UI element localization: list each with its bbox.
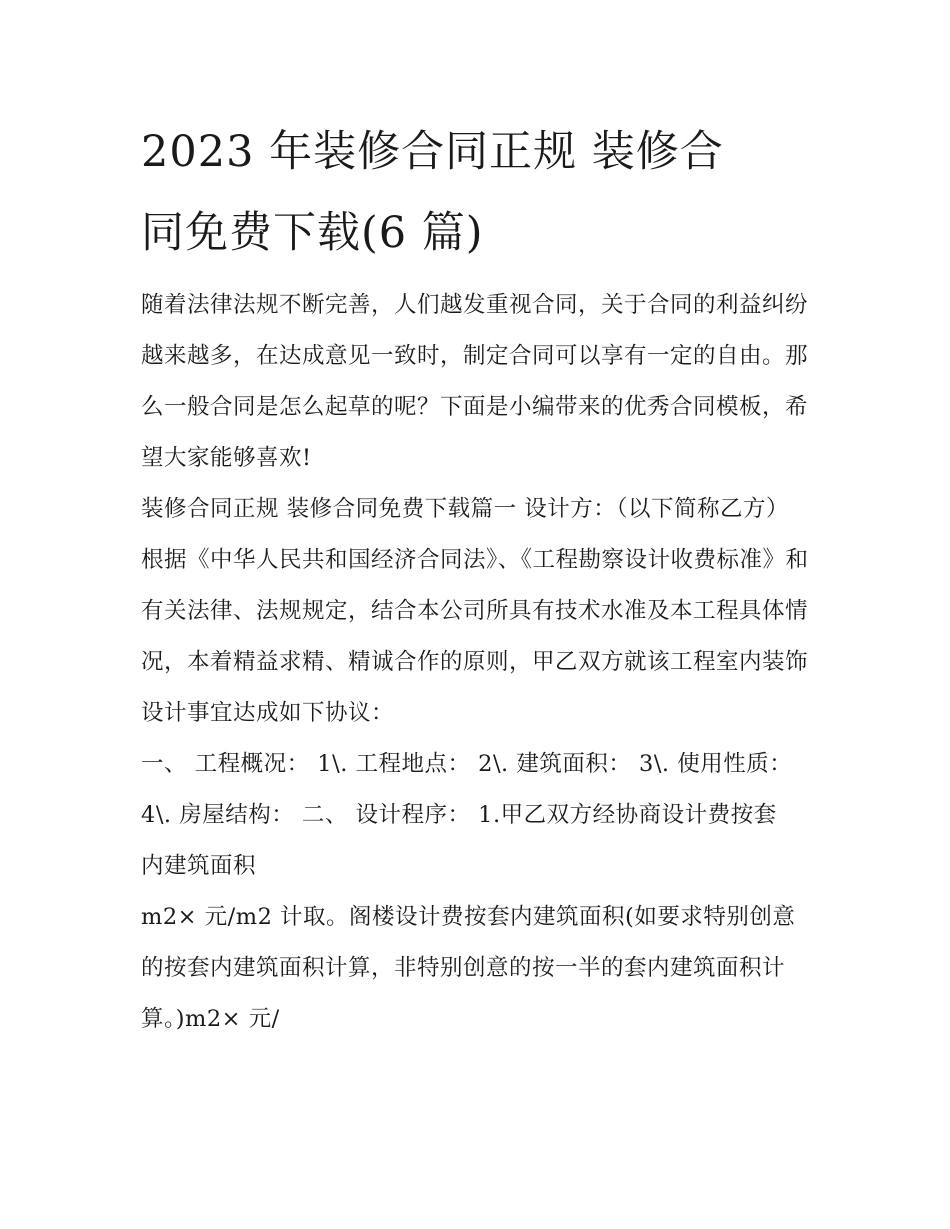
- document-title: [141, 112, 821, 274]
- fee-calculation-paragraph: m2× 元/m2 计取。阁楼设计费按套内建筑面积(如要求特别创意的按套内建筑面积计算，非特别创意的按一半的套内建筑面积计算。)m2× 元/: [141, 904, 796, 1032]
- document-page: [141, 112, 821, 1045]
- legal-basis-paragraph: 根据《中华人民共和国经济合同法》、《工程勘察设计收费标准》和有关法律、法规规定，结合本公司所具有技术水准及本工程具体情况，本着精益求精、精诚合作的原则，甲乙双方就该工程室内装饰设计事宜达成如下协议：: [141, 547, 809, 726]
- title-line-1: 2023 年装修合同正规 装修合: [141, 127, 724, 177]
- project-overview-paragraph: 一、 工程概况： 1\. 工程地点： 2\. 建筑面积： 3\. 使用性质： 4\. 房屋结构： 二、 设计程序： 1.甲乙双方经协商设计费按套内建筑面积: [141, 751, 793, 879]
- title-line-2: 同免费下载(6 篇): [141, 208, 484, 258]
- intro-paragraph: 随着法律法规不断完善，人们越发重视合同，关于合同的利益纠纷越来越多，在达成意见一致时，制定合同可以享有一定的自由。那么一般合同是怎么起草的呢？下面是小编带来的优秀合同模板，希望大家能够喜欢!: [141, 292, 809, 471]
- contract-heading-paragraph: 装修合同正规 装修合同免费下载篇一 设计方：（以下简称乙方）: [141, 496, 790, 522]
